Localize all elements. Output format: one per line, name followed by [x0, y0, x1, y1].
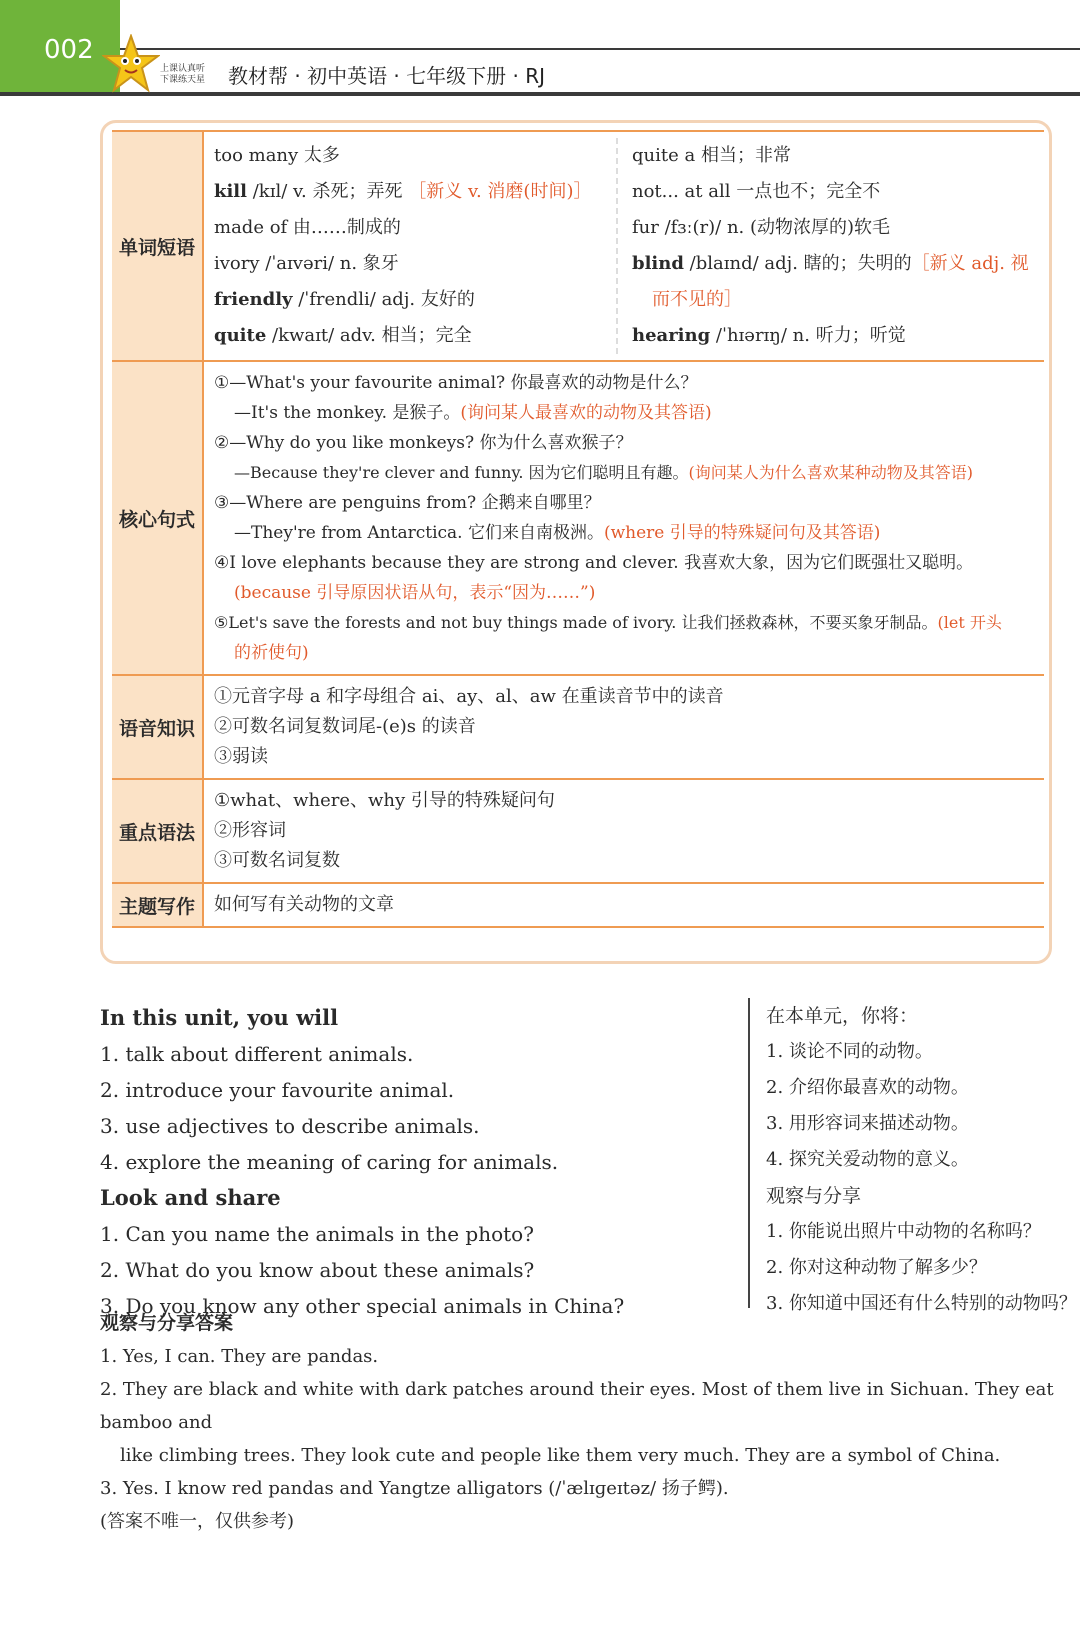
- vocab-left-column: [214, 138, 616, 354]
- page-number: 002: [44, 35, 94, 65]
- answers-heading: 观察与分享答案: [100, 1312, 234, 1334]
- core-sentence: —Because they're clever and funny. 因为它们聪明且有趣。(询问某人为什么喜欢某种动物及其答语): [234, 463, 974, 482]
- unit-goal-zh: 2. 介绍你最喜欢的动物。: [766, 1077, 969, 1098]
- vocab-item: blind /blaɪnd/ adj. 瞎的；失明的［新义 adj. 视: [632, 253, 1029, 274]
- phonetics-item: ②可数名词复数词尾-(e)s 的读音: [214, 716, 476, 737]
- vocab-item: not... at all 一点也不；完全不: [632, 181, 881, 202]
- answer-note: (答案不唯一，仅供参考): [100, 1511, 295, 1532]
- unit-goals-heading: In this unit, you will: [100, 1005, 339, 1030]
- header-rule: [120, 48, 1080, 50]
- unit-goal: 4. explore the meaning of caring for animals.: [100, 1150, 559, 1174]
- unit-goals-heading-zh: 在本单元，你将：: [766, 1005, 919, 1027]
- unit-goals-en: [100, 1000, 720, 1324]
- phonetics-label: 语音知识: [112, 676, 202, 778]
- look-question-zh: 3. 你知道中国还有什么特别的动物吗？: [766, 1293, 1077, 1314]
- look-share-heading: Look and share: [100, 1185, 281, 1210]
- look-question: 3. Do you know any other special animals in China?: [100, 1294, 625, 1318]
- core-label: 核心句式: [112, 362, 202, 674]
- slogan: 上课认真听 下课练天星: [160, 64, 206, 85]
- answer-line: 1. Yes, I can. They are pandas.: [100, 1346, 379, 1367]
- vocab-label: 单词短语: [112, 132, 202, 360]
- writing-label: 主题写作: [112, 884, 202, 926]
- core-sentence: ④I love elephants because they are strong and clever. 我喜欢大象，因为它们既强壮又聪明。: [214, 553, 974, 573]
- vocab-item: ivory /ˈaɪvəri/ n. 象牙: [214, 253, 399, 274]
- vocab-right-column: [616, 138, 1034, 354]
- grammar-item: ②形容词: [214, 820, 286, 841]
- vocab-item: fur /fɜː(r)/ n. (动物浓厚的)软毛: [632, 217, 891, 238]
- phonetics-row: [112, 676, 1044, 780]
- summary-table: [112, 130, 1044, 928]
- writing-topic: 如何写有关动物的文章: [214, 894, 394, 915]
- grammar-item: ③可数名词复数: [214, 850, 340, 871]
- grammar-item: ①what、where、why 引导的特殊疑问句: [214, 790, 555, 811]
- vocab-item: 而不见的］: [652, 289, 742, 310]
- unit-goals-zh: [748, 998, 1077, 1314]
- core-sentence-note: 的祈使句): [234, 643, 309, 663]
- look-share-heading-zh: 观察与分享: [766, 1185, 862, 1207]
- core-sentence: ③—Where are penguins from? 企鹅来自哪里？: [214, 493, 601, 513]
- vocab-item: friendly /ˈfrendli/ adj. 友好的: [214, 289, 475, 310]
- unit-goal-zh: 1. 谈论不同的动物。: [766, 1041, 933, 1062]
- unit-goal-zh: 3. 用形容词来描述动物。: [766, 1113, 969, 1134]
- book-title: 教材帮 · 初中英语 · 七年级下册 · RJ: [228, 64, 546, 88]
- answer-line: 3. Yes. I know red pandas and Yangtze alligators (/ˈælɪɡeɪtəz/ 扬子鳄).: [100, 1478, 729, 1499]
- core-sentence: ⑤Let's save the forests and not buy things made of ivory. 让我们拯救森林，不要买象牙制品。(let 开头: [214, 613, 1002, 632]
- phonetics-item: ①元音字母 a 和字母组合 ai、ay、al、aw 在重读音节中的读音: [214, 686, 724, 707]
- writing-row: [112, 884, 1044, 926]
- core-sentence: ①—What's your favourite animal? 你最喜欢的动物是什么？: [214, 373, 698, 393]
- core-row: [112, 362, 1044, 676]
- unit-goal: 1. talk about different animals.: [100, 1042, 414, 1066]
- unit-goal: 2. introduce your favourite animal.: [100, 1078, 455, 1102]
- answers-section: [100, 1306, 1060, 1538]
- answer-line: 2. They are black and white with dark patches around their eyes. Most of them live in Sichuan. They eat bamboo and: [100, 1379, 1054, 1433]
- look-question: 1. Can you name the animals in the photo?: [100, 1222, 534, 1246]
- grammar-row: [112, 780, 1044, 884]
- core-sentence: ②—Why do you like monkeys? 你为什么喜欢猴子？: [214, 433, 633, 453]
- look-question: 2. What do you know about these animals?: [100, 1258, 535, 1282]
- look-question-zh: 2. 你对这种动物了解多少？: [766, 1257, 987, 1278]
- vocab-item: quite a 相当；非常: [632, 145, 791, 166]
- core-sentence: —They're from Antarctica. 它们来自南极洲。(where 引导的特殊疑问句及其答语): [234, 523, 881, 543]
- vocab-item: quite /kwaɪt/ adv. 相当；完全: [214, 325, 472, 346]
- grammar-label: 重点语法: [112, 780, 202, 882]
- core-sentence: —It's the monkey. 是猴子。(询问某人最喜欢的动物及其答语): [234, 403, 712, 423]
- vocab-item: too many 太多: [214, 145, 340, 166]
- look-question-zh: 1. 你能说出照片中动物的名称吗？: [766, 1221, 1041, 1242]
- unit-goal: 3. use adjectives to describe animals.: [100, 1114, 480, 1138]
- vocab-item: made of 由……制成的: [214, 217, 401, 238]
- star-mascot-icon: [102, 34, 160, 96]
- core-sentence-note: (because 引导原因状语从句，表示“因为……”): [234, 583, 596, 603]
- unit-goal-zh: 4. 探究关爱动物的意义。: [766, 1149, 969, 1170]
- phonetics-item: ③弱读: [214, 746, 268, 767]
- vocab-row: [112, 132, 1044, 362]
- vocab-item: kill /kɪl/ v. 杀死；弄死 ［新义 v. 消磨(时间)］: [214, 181, 592, 202]
- header-rule-bottom: [0, 92, 1080, 96]
- vocab-item: hearing /ˈhɪərɪŋ/ n. 听力；听觉: [632, 325, 906, 346]
- answer-line: like climbing trees. They look cute and people like them very much. They are a symbol of China.: [120, 1445, 1001, 1466]
